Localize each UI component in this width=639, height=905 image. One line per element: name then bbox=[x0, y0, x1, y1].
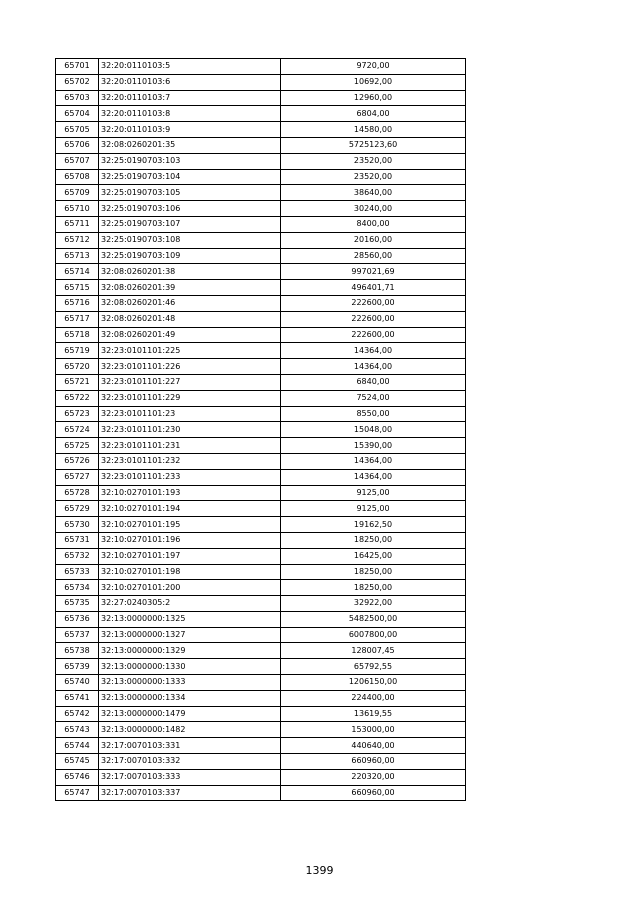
table-row bbox=[56, 343, 466, 359]
row-number-cell: 65747 bbox=[56, 785, 99, 801]
table-row bbox=[56, 548, 466, 564]
table-row bbox=[56, 517, 466, 533]
cadastral-number-cell: 32:08:0260201:48 bbox=[99, 311, 281, 327]
cadastral-value-cell: 660960,00 bbox=[281, 754, 466, 770]
cadastral-number-cell: 32:08:0260201:46 bbox=[99, 295, 281, 311]
cadastral-number-cell: 32:13:0000000:1333 bbox=[99, 675, 281, 691]
cadastral-number-cell: 32:23:0101101:230 bbox=[99, 422, 281, 438]
table-row bbox=[56, 501, 466, 517]
row-number-cell: 65725 bbox=[56, 438, 99, 454]
row-number-cell: 65713 bbox=[56, 248, 99, 264]
table-row bbox=[56, 169, 466, 185]
cadastral-number-cell: 32:10:0270101:193 bbox=[99, 485, 281, 501]
row-number-cell: 65708 bbox=[56, 169, 99, 185]
cadastral-number-cell: 32:23:0101101:232 bbox=[99, 453, 281, 469]
row-number-cell: 65746 bbox=[56, 769, 99, 785]
row-number-cell: 65707 bbox=[56, 153, 99, 169]
cadastral-value-cell: 997021,69 bbox=[281, 264, 466, 280]
table-row bbox=[56, 232, 466, 248]
row-number-cell: 65742 bbox=[56, 706, 99, 722]
table-row bbox=[56, 532, 466, 548]
row-number-cell: 65738 bbox=[56, 643, 99, 659]
cadastral-number-cell: 32:20:0110103:7 bbox=[99, 90, 281, 106]
cadastral-value-cell: 9720,00 bbox=[281, 59, 466, 75]
cadastral-value-cell: 18250,00 bbox=[281, 564, 466, 580]
cadastral-number-cell: 32:13:0000000:1334 bbox=[99, 690, 281, 706]
cadastral-value-cell: 30240,00 bbox=[281, 201, 466, 217]
cadastral-value-cell: 12960,00 bbox=[281, 90, 466, 106]
cadastral-number-cell: 32:10:0270101:195 bbox=[99, 517, 281, 533]
table-row bbox=[56, 122, 466, 138]
table-row bbox=[56, 327, 466, 343]
cadastral-number-cell: 32:17:0070103:337 bbox=[99, 785, 281, 801]
table-row bbox=[56, 374, 466, 390]
table-row bbox=[56, 295, 466, 311]
cadastral-number-cell: 32:13:0000000:1325 bbox=[99, 611, 281, 627]
row-number-cell: 65733 bbox=[56, 564, 99, 580]
cadastral-value-cell: 1206150,00 bbox=[281, 675, 466, 691]
cadastral-number-cell: 32:17:0070103:331 bbox=[99, 738, 281, 754]
row-number-cell: 65734 bbox=[56, 580, 99, 596]
table-row bbox=[56, 359, 466, 375]
cadastral-number-cell: 32:25:0190703:106 bbox=[99, 201, 281, 217]
table-row bbox=[56, 406, 466, 422]
cadastral-number-cell: 32:25:0190703:104 bbox=[99, 169, 281, 185]
table-row bbox=[56, 390, 466, 406]
row-number-cell: 65730 bbox=[56, 517, 99, 533]
cadastral-value-cell: 14364,00 bbox=[281, 453, 466, 469]
cadastral-number-cell: 32:17:0070103:333 bbox=[99, 769, 281, 785]
cadastral-number-cell: 32:20:0110103:9 bbox=[99, 122, 281, 138]
row-number-cell: 65716 bbox=[56, 295, 99, 311]
cadastral-value-cell: 222600,00 bbox=[281, 311, 466, 327]
cadastral-value-cell: 5482500,00 bbox=[281, 611, 466, 627]
cadastral-value-cell: 5725123,60 bbox=[281, 137, 466, 153]
row-number-cell: 65745 bbox=[56, 754, 99, 770]
cadastral-number-cell: 32:13:0000000:1329 bbox=[99, 643, 281, 659]
table-row bbox=[56, 422, 466, 438]
table-row bbox=[56, 754, 466, 770]
cadastral-number-cell: 32:10:0270101:197 bbox=[99, 548, 281, 564]
cadastral-number-cell: 32:17:0070103:332 bbox=[99, 754, 281, 770]
cadastral-value-cell: 224400,00 bbox=[281, 690, 466, 706]
cadastral-value-table bbox=[55, 58, 466, 801]
table-row bbox=[56, 248, 466, 264]
table-row bbox=[56, 264, 466, 280]
cadastral-value-cell: 222600,00 bbox=[281, 295, 466, 311]
table-row bbox=[56, 137, 466, 153]
cadastral-value-cell: 220320,00 bbox=[281, 769, 466, 785]
cadastral-number-cell: 32:23:0101101:227 bbox=[99, 374, 281, 390]
cadastral-number-cell: 32:23:0101101:231 bbox=[99, 438, 281, 454]
table-row bbox=[56, 675, 466, 691]
cadastral-number-cell: 32:25:0190703:103 bbox=[99, 153, 281, 169]
table-row bbox=[56, 611, 466, 627]
cadastral-value-cell: 7524,00 bbox=[281, 390, 466, 406]
cadastral-number-cell: 32:25:0190703:108 bbox=[99, 232, 281, 248]
row-number-cell: 65737 bbox=[56, 627, 99, 643]
row-number-cell: 65743 bbox=[56, 722, 99, 738]
row-number-cell: 65701 bbox=[56, 59, 99, 75]
cadastral-value-cell: 440640,00 bbox=[281, 738, 466, 754]
table-row bbox=[56, 106, 466, 122]
cadastral-value-cell: 14364,00 bbox=[281, 359, 466, 375]
cadastral-value-cell: 128007,45 bbox=[281, 643, 466, 659]
cadastral-value-cell: 13619,55 bbox=[281, 706, 466, 722]
table-row bbox=[56, 216, 466, 232]
row-number-cell: 65710 bbox=[56, 201, 99, 217]
table-row bbox=[56, 453, 466, 469]
page-number: 1399 bbox=[305, 864, 334, 877]
row-number-cell: 65729 bbox=[56, 501, 99, 517]
cadastral-number-cell: 32:20:0110103:5 bbox=[99, 59, 281, 75]
table-row bbox=[56, 185, 466, 201]
row-number-cell: 65706 bbox=[56, 137, 99, 153]
cadastral-number-cell: 32:08:0260201:39 bbox=[99, 280, 281, 296]
cadastral-value-cell: 23520,00 bbox=[281, 169, 466, 185]
table-row bbox=[56, 769, 466, 785]
cadastral-number-cell: 32:25:0190703:107 bbox=[99, 216, 281, 232]
cadastral-value-cell: 6804,00 bbox=[281, 106, 466, 122]
cadastral-value-cell: 660960,00 bbox=[281, 785, 466, 801]
table-row bbox=[56, 311, 466, 327]
cadastral-number-cell: 32:23:0101101:233 bbox=[99, 469, 281, 485]
cadastral-value-cell: 9125,00 bbox=[281, 501, 466, 517]
cadastral-value-cell: 32922,00 bbox=[281, 596, 466, 612]
cadastral-number-cell: 32:23:0101101:225 bbox=[99, 343, 281, 359]
cadastral-number-cell: 32:27:0240305:2 bbox=[99, 596, 281, 612]
row-number-cell: 65718 bbox=[56, 327, 99, 343]
row-number-cell: 65728 bbox=[56, 485, 99, 501]
row-number-cell: 65711 bbox=[56, 216, 99, 232]
cadastral-number-cell: 32:25:0190703:105 bbox=[99, 185, 281, 201]
table-row bbox=[56, 643, 466, 659]
row-number-cell: 65726 bbox=[56, 453, 99, 469]
row-number-cell: 65717 bbox=[56, 311, 99, 327]
row-number-cell: 65722 bbox=[56, 390, 99, 406]
cadastral-value-cell: 20160,00 bbox=[281, 232, 466, 248]
cadastral-number-cell: 32:10:0270101:200 bbox=[99, 580, 281, 596]
row-number-cell: 65732 bbox=[56, 548, 99, 564]
table-row bbox=[56, 469, 466, 485]
table-row bbox=[56, 564, 466, 580]
row-number-cell: 65712 bbox=[56, 232, 99, 248]
table-row bbox=[56, 580, 466, 596]
cadastral-number-cell: 32:08:0260201:49 bbox=[99, 327, 281, 343]
table-row bbox=[56, 74, 466, 90]
table-row bbox=[56, 738, 466, 754]
row-number-cell: 65719 bbox=[56, 343, 99, 359]
row-number-cell: 65723 bbox=[56, 406, 99, 422]
cadastral-value-cell: 153000,00 bbox=[281, 722, 466, 738]
table-row bbox=[56, 722, 466, 738]
row-number-cell: 65731 bbox=[56, 532, 99, 548]
cadastral-number-cell: 32:20:0110103:8 bbox=[99, 106, 281, 122]
cadastral-number-cell: 32:10:0270101:198 bbox=[99, 564, 281, 580]
row-number-cell: 65727 bbox=[56, 469, 99, 485]
cadastral-number-cell: 32:13:0000000:1479 bbox=[99, 706, 281, 722]
cadastral-number-cell: 32:10:0270101:196 bbox=[99, 532, 281, 548]
row-number-cell: 65739 bbox=[56, 659, 99, 675]
row-number-cell: 65704 bbox=[56, 106, 99, 122]
cadastral-value-cell: 15390,00 bbox=[281, 438, 466, 454]
row-number-cell: 65705 bbox=[56, 122, 99, 138]
row-number-cell: 65740 bbox=[56, 675, 99, 691]
row-number-cell: 65721 bbox=[56, 374, 99, 390]
cadastral-number-cell: 32:08:0260201:35 bbox=[99, 137, 281, 153]
table-row bbox=[56, 438, 466, 454]
row-number-cell: 65709 bbox=[56, 185, 99, 201]
cadastral-value-cell: 6840,00 bbox=[281, 374, 466, 390]
row-number-cell: 65702 bbox=[56, 74, 99, 90]
cadastral-value-cell: 8550,00 bbox=[281, 406, 466, 422]
table-row bbox=[56, 280, 466, 296]
cadastral-value-cell: 496401,71 bbox=[281, 280, 466, 296]
row-number-cell: 65720 bbox=[56, 359, 99, 375]
table-row bbox=[56, 706, 466, 722]
cadastral-number-cell: 32:10:0270101:194 bbox=[99, 501, 281, 517]
table-row bbox=[56, 201, 466, 217]
cadastral-number-cell: 32:23:0101101:229 bbox=[99, 390, 281, 406]
cadastral-value-cell: 9125,00 bbox=[281, 485, 466, 501]
table-row bbox=[56, 659, 466, 675]
cadastral-value-cell: 16425,00 bbox=[281, 548, 466, 564]
cadastral-number-cell: 32:13:0000000:1482 bbox=[99, 722, 281, 738]
cadastral-value-cell: 18250,00 bbox=[281, 532, 466, 548]
cadastral-number-cell: 32:08:0260201:38 bbox=[99, 264, 281, 280]
cadastral-number-cell: 32:20:0110103:6 bbox=[99, 74, 281, 90]
table-row bbox=[56, 690, 466, 706]
table-body bbox=[56, 59, 466, 801]
cadastral-value-cell: 8400,00 bbox=[281, 216, 466, 232]
row-number-cell: 65735 bbox=[56, 596, 99, 612]
table-row bbox=[56, 59, 466, 75]
row-number-cell: 65724 bbox=[56, 422, 99, 438]
row-number-cell: 65741 bbox=[56, 690, 99, 706]
row-number-cell: 65715 bbox=[56, 280, 99, 296]
cadastral-value-cell: 19162,50 bbox=[281, 517, 466, 533]
cadastral-value-cell: 6007800,00 bbox=[281, 627, 466, 643]
cadastral-value-cell: 14364,00 bbox=[281, 343, 466, 359]
cadastral-value-cell: 222600,00 bbox=[281, 327, 466, 343]
cadastral-value-cell: 15048,00 bbox=[281, 422, 466, 438]
cadastral-value-cell: 28560,00 bbox=[281, 248, 466, 264]
cadastral-value-cell: 14580,00 bbox=[281, 122, 466, 138]
row-number-cell: 65736 bbox=[56, 611, 99, 627]
cadastral-number-cell: 32:25:0190703:109 bbox=[99, 248, 281, 264]
cadastral-number-cell: 32:13:0000000:1330 bbox=[99, 659, 281, 675]
cadastral-value-cell: 18250,00 bbox=[281, 580, 466, 596]
table-row bbox=[56, 153, 466, 169]
cadastral-value-cell: 23520,00 bbox=[281, 153, 466, 169]
table-row bbox=[56, 90, 466, 106]
cadastral-number-cell: 32:23:0101101:226 bbox=[99, 359, 281, 375]
cadastral-number-cell: 32:23:0101101:23 bbox=[99, 406, 281, 422]
cadastral-value-cell: 65792,55 bbox=[281, 659, 466, 675]
cadastral-value-cell: 14364,00 bbox=[281, 469, 466, 485]
cadastral-value-cell: 10692,00 bbox=[281, 74, 466, 90]
table-row bbox=[56, 485, 466, 501]
row-number-cell: 65703 bbox=[56, 90, 99, 106]
row-number-cell: 65714 bbox=[56, 264, 99, 280]
cadastral-value-cell: 38640,00 bbox=[281, 185, 466, 201]
cadastral-number-cell: 32:13:0000000:1327 bbox=[99, 627, 281, 643]
table-row bbox=[56, 596, 466, 612]
row-number-cell: 65744 bbox=[56, 738, 99, 754]
table-row bbox=[56, 785, 466, 801]
table-row bbox=[56, 627, 466, 643]
